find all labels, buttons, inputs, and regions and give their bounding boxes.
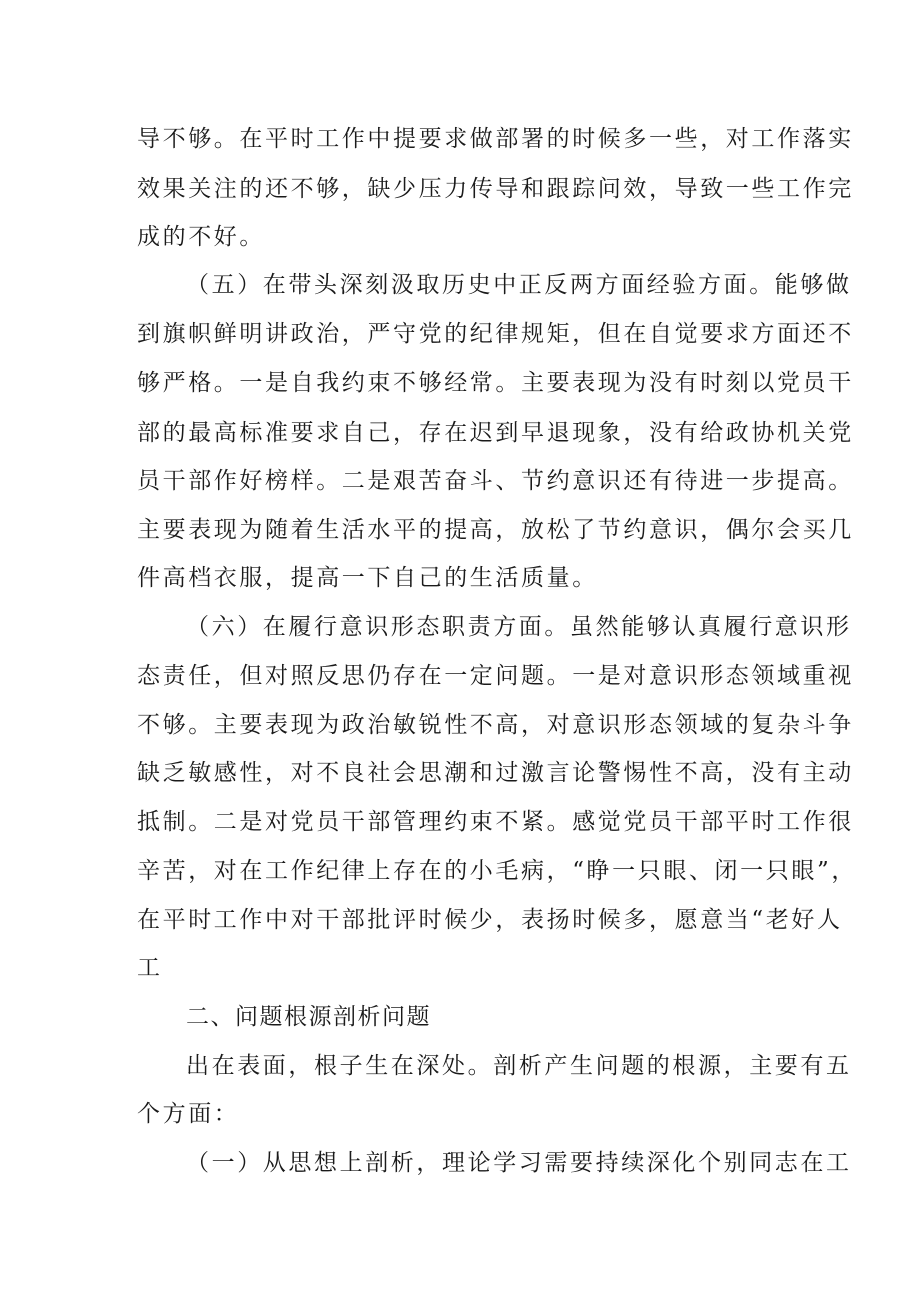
paragraph-line: 导不够。在平时工作中提要求做部署的时候多一些，对工作落实 — [137, 126, 854, 152]
paragraph-line: （一）从思想上剖析，理论学习需要持续深化个别同志在工 — [186, 1150, 852, 1176]
paragraph-line: 抵制。二是对党员干部管理约束不紧。感觉党员干部平时工作很 — [137, 809, 854, 835]
paragraph-line: 不够。主要表现为政治敏锐性不高，对意识形态领域的复杂斗争 — [137, 712, 854, 738]
paragraph-line: 成的不好。 — [137, 224, 265, 250]
paragraph-line: 效果关注的还不够，缺少压力传导和跟踪问效，导致一些工作完 — [137, 176, 854, 202]
paragraph-line: 态责任，但对照反思仍存在一定问题。一是对意识形态领域重视 — [137, 663, 854, 689]
paragraph-line: 到旗帜鲜明讲政治，严守党的纪律规矩，但在自觉要求方面还不 — [137, 321, 854, 347]
paragraph-line: 够严格。一是自我约束不够经常。主要表现为没有时刻以党员干 — [137, 370, 854, 396]
paragraph-line: 件高档衣服，提高一下自己的生活质量。 — [137, 565, 598, 591]
paragraph-line: 出在表面，根子生在深处。剖析产生问题的根源，主要有五 — [186, 1053, 852, 1079]
paragraph-line: 辛苦，对在工作纪律上存在的小毛病，“睁一只眼、闭一只眼”， — [137, 858, 857, 884]
paragraph-line: （五）在带头深刻汲取历史中正反两方面经验方面。能够做 — [186, 272, 852, 298]
paragraph-line: 工 — [137, 955, 163, 981]
paragraph-line: 员干部作好榜样。二是艰苦奋斗、节约意识还有待进一步提高。 — [137, 468, 854, 494]
paragraph-line: 主要表现为随着生活水平的提高，放松了节约意识，偶尔会买几 — [137, 517, 854, 543]
paragraph-line: 个方面： — [137, 1101, 240, 1127]
paragraph-line: （六）在履行意识形态职责方面。虽然能够认真履行意识形 — [186, 614, 852, 640]
paragraph-line: 缺乏敏感性，对不良社会思潮和过激言论警惕性不高，没有主动 — [137, 760, 854, 786]
paragraph-line: 在平时工作中对干部批评时候少，表扬时候多，愿意当“老好人 — [137, 907, 843, 933]
paragraph-line: 部的最高标准要求自己，存在迟到早退现象，没有给政协机关党 — [137, 420, 854, 446]
section-heading: 二、问题根源剖析问题 — [186, 1004, 431, 1030]
